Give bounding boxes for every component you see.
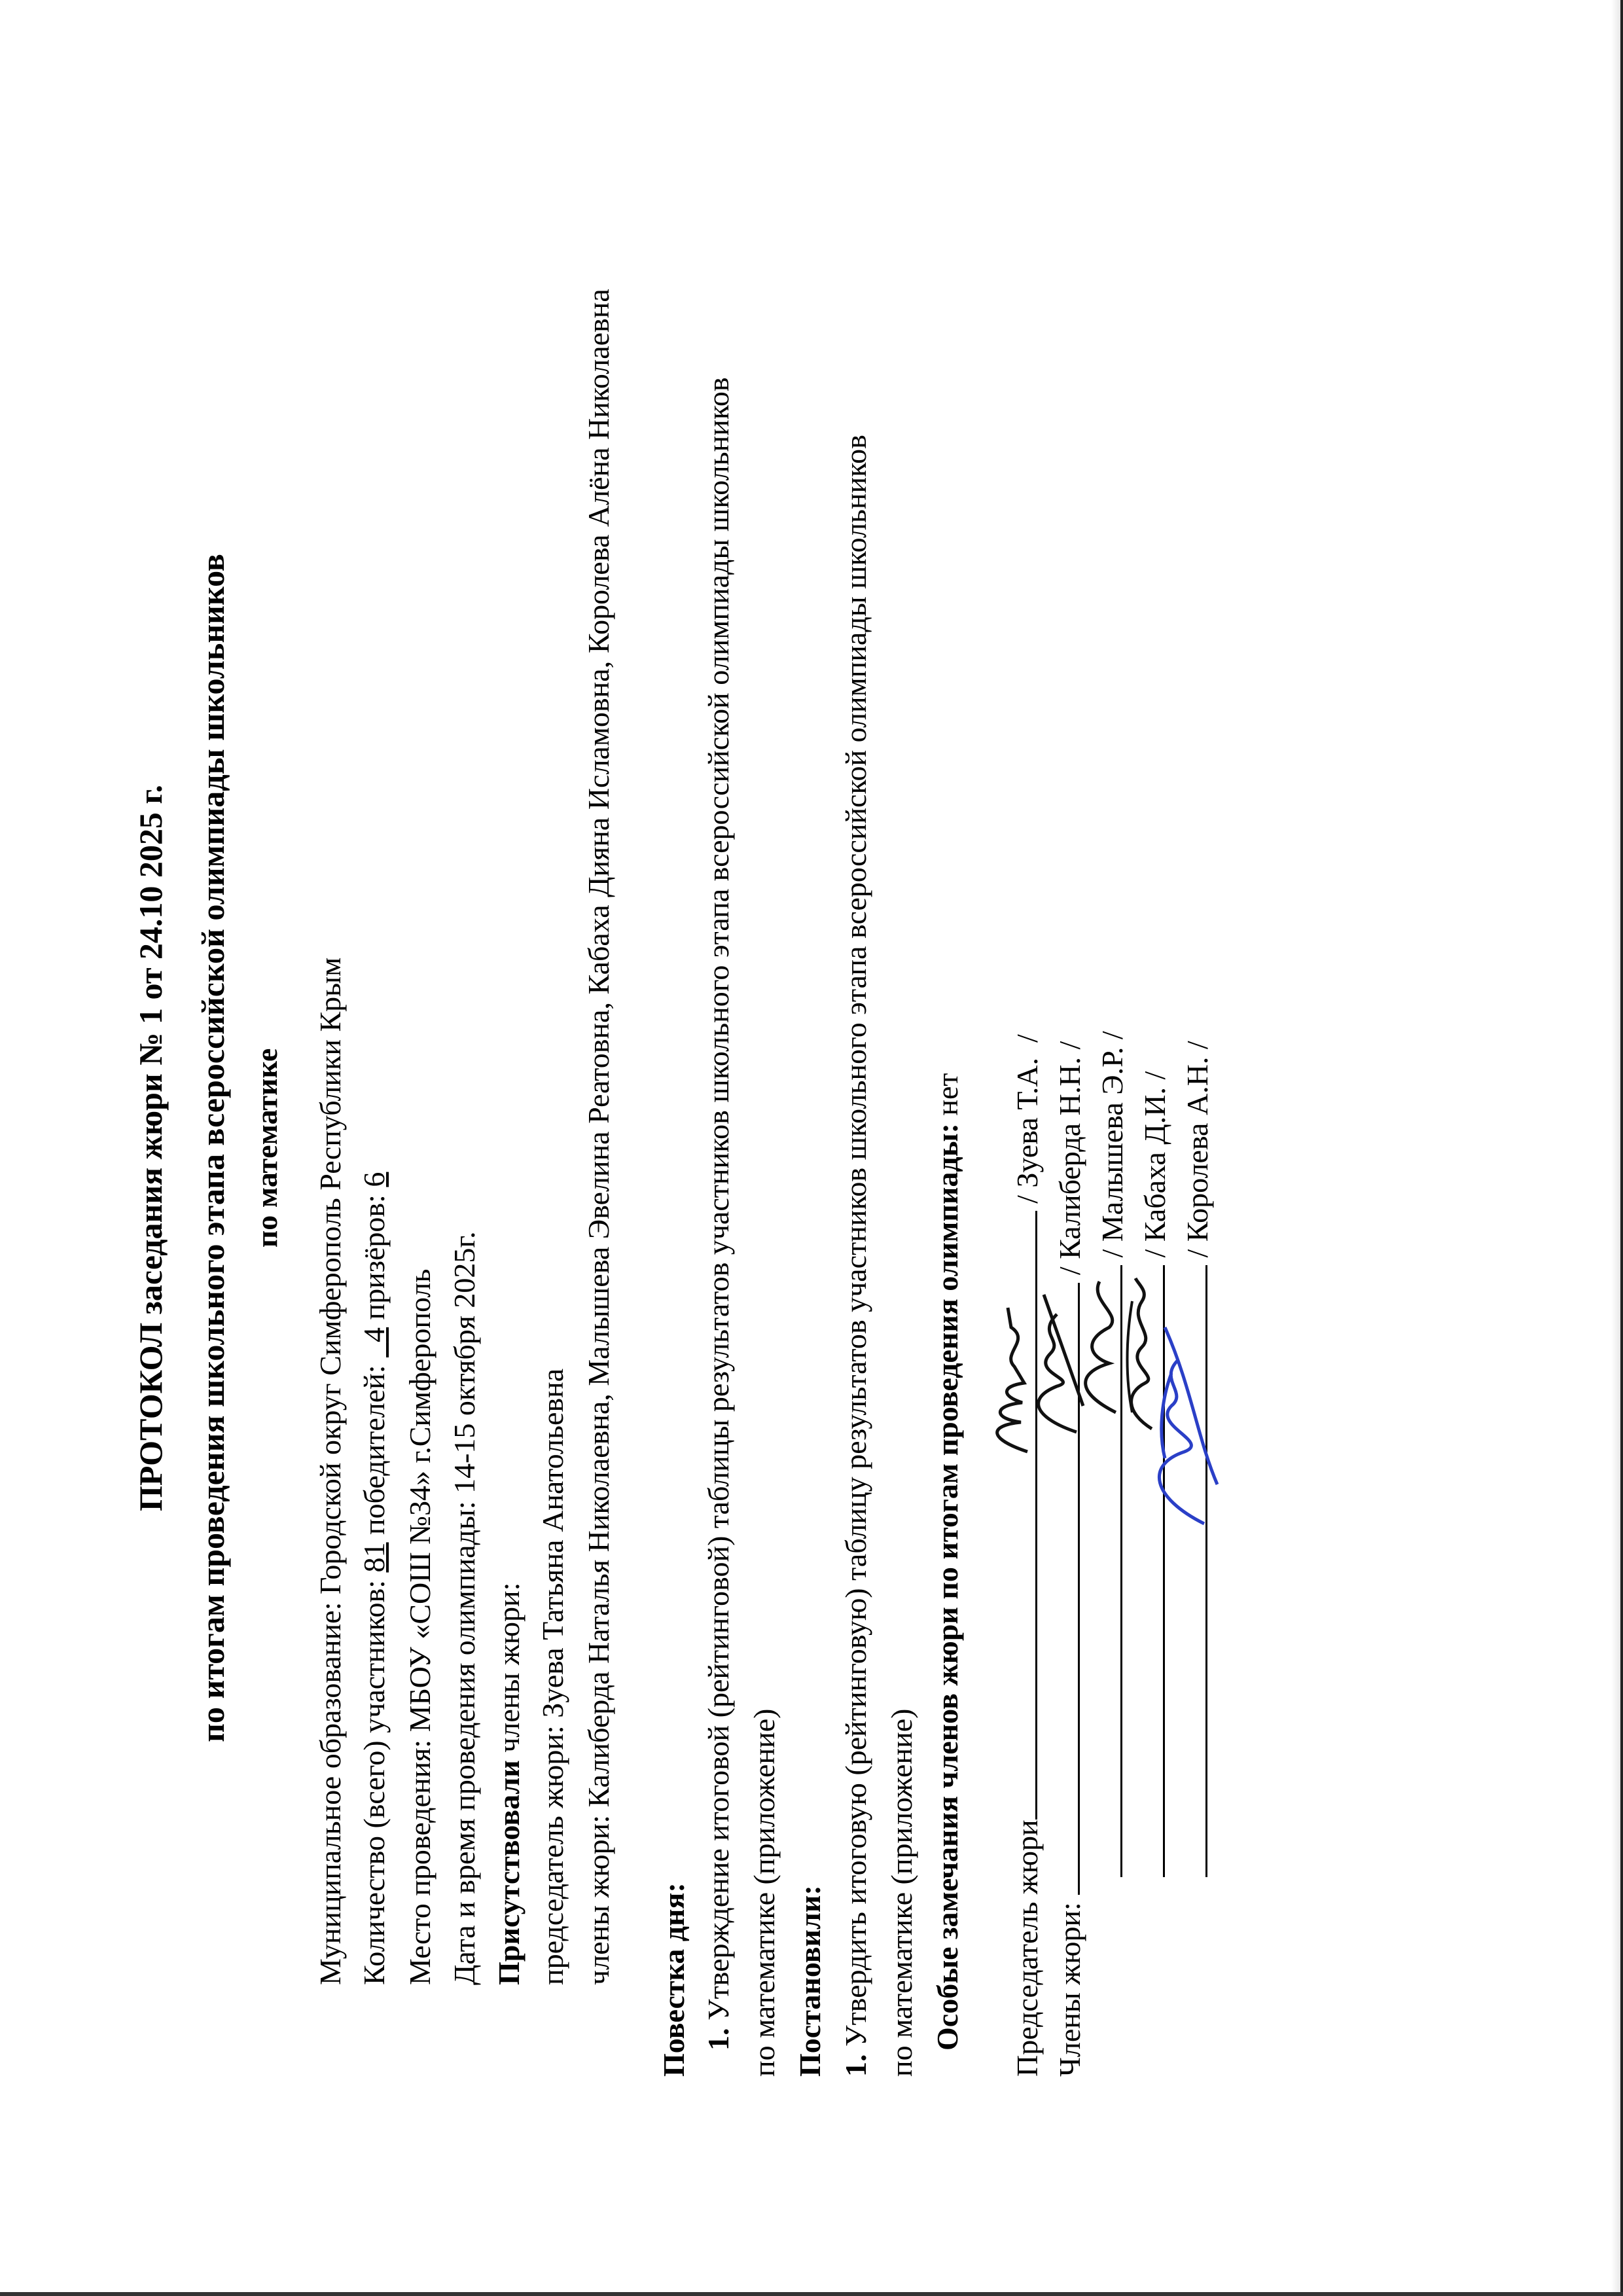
- present-heading: Присутствовали члены жюри:: [492, 1582, 526, 1985]
- member-signature-row: / Королева А.Н. /: [1178, 1041, 1217, 1877]
- member-signature-row: / Кабаха Д.И. /: [1135, 1071, 1175, 1877]
- member-signature-row: / Малышева Э.Р. /: [1093, 1031, 1132, 1877]
- jury-members-line: члены жюри: Калиберда Наталья Николаевна, Малышева Эвелина Реатовна, Кабаха Дияна Исламовна, Королева Алёна Николаевна: [582, 289, 615, 1985]
- signature-name: Королева А.Н.: [1181, 1056, 1214, 1242]
- decision-heading: Постановили:: [793, 1885, 827, 2077]
- protocol-title-line2: по итогам проведения школьного этапа всероссийской олимпиады школьников: [194, 554, 231, 1742]
- decision-item-line1: 1. Утвердить итоговую (рейтинговую) таблицу результатов участников школьного этапа всероссийской олимпиады школьников: [839, 435, 872, 2077]
- signature-scribble-5-blue: [1126, 1314, 1230, 1537]
- members-label: Члены жюри:: [1053, 1902, 1086, 2077]
- member-signature-row: Члены жюри: / Калиберда Н.Н. /: [1053, 1041, 1086, 2077]
- agenda-heading: Повестка дня:: [657, 1882, 690, 2077]
- decision-item-line2: по математике (приложение): [885, 1708, 918, 2077]
- protocol-title-line3: по математике: [250, 1048, 283, 1248]
- agenda-item-line1: 1. Утверждение итоговой (рейтинговой) таблицы результатов участников школьного этапа всероссийской олимпиады школьников: [702, 377, 735, 2051]
- signature-name: Малышева Э.Р.: [1096, 1047, 1129, 1242]
- chair-signature-row: Председатель жюри / Зуева Т.А. /: [1010, 1034, 1044, 2077]
- signature-name: Зуева Т.А.: [1010, 1058, 1044, 1188]
- participants-line: Количество (всего) участников: 81 победителей: 4 призёров: 6: [357, 1172, 391, 1985]
- signature-name: Кабаха Д.И.: [1138, 1086, 1171, 1242]
- datetime-line: Дата и время проведения олимпиады: 14-15 октября 2025г.: [448, 1231, 481, 1985]
- remarks-line: Особые замечания членов жюри по итогам проведения олимпиады: нет: [931, 1073, 964, 2051]
- venue-line: Место проведения: МБОУ «СОШ №34» г.Симферополь: [403, 1268, 437, 1985]
- municipality-line: Муниципальное образование: Городской округ Симферополь Республики Крым: [313, 957, 347, 1985]
- protocol-title-line1: ПРОТОКОЛ заседания жюри № 1 от 24.10 2025 г.: [132, 785, 169, 1511]
- agenda-item-line2: по математике (приложение): [747, 1708, 781, 2077]
- chair-label: Председатель жюри: [1010, 1820, 1044, 2077]
- signature-name: Калиберда Н.Н.: [1053, 1057, 1086, 1259]
- jury-chair-line: председатель жюри: Зуева Татьяна Анатольевна: [536, 1368, 569, 1985]
